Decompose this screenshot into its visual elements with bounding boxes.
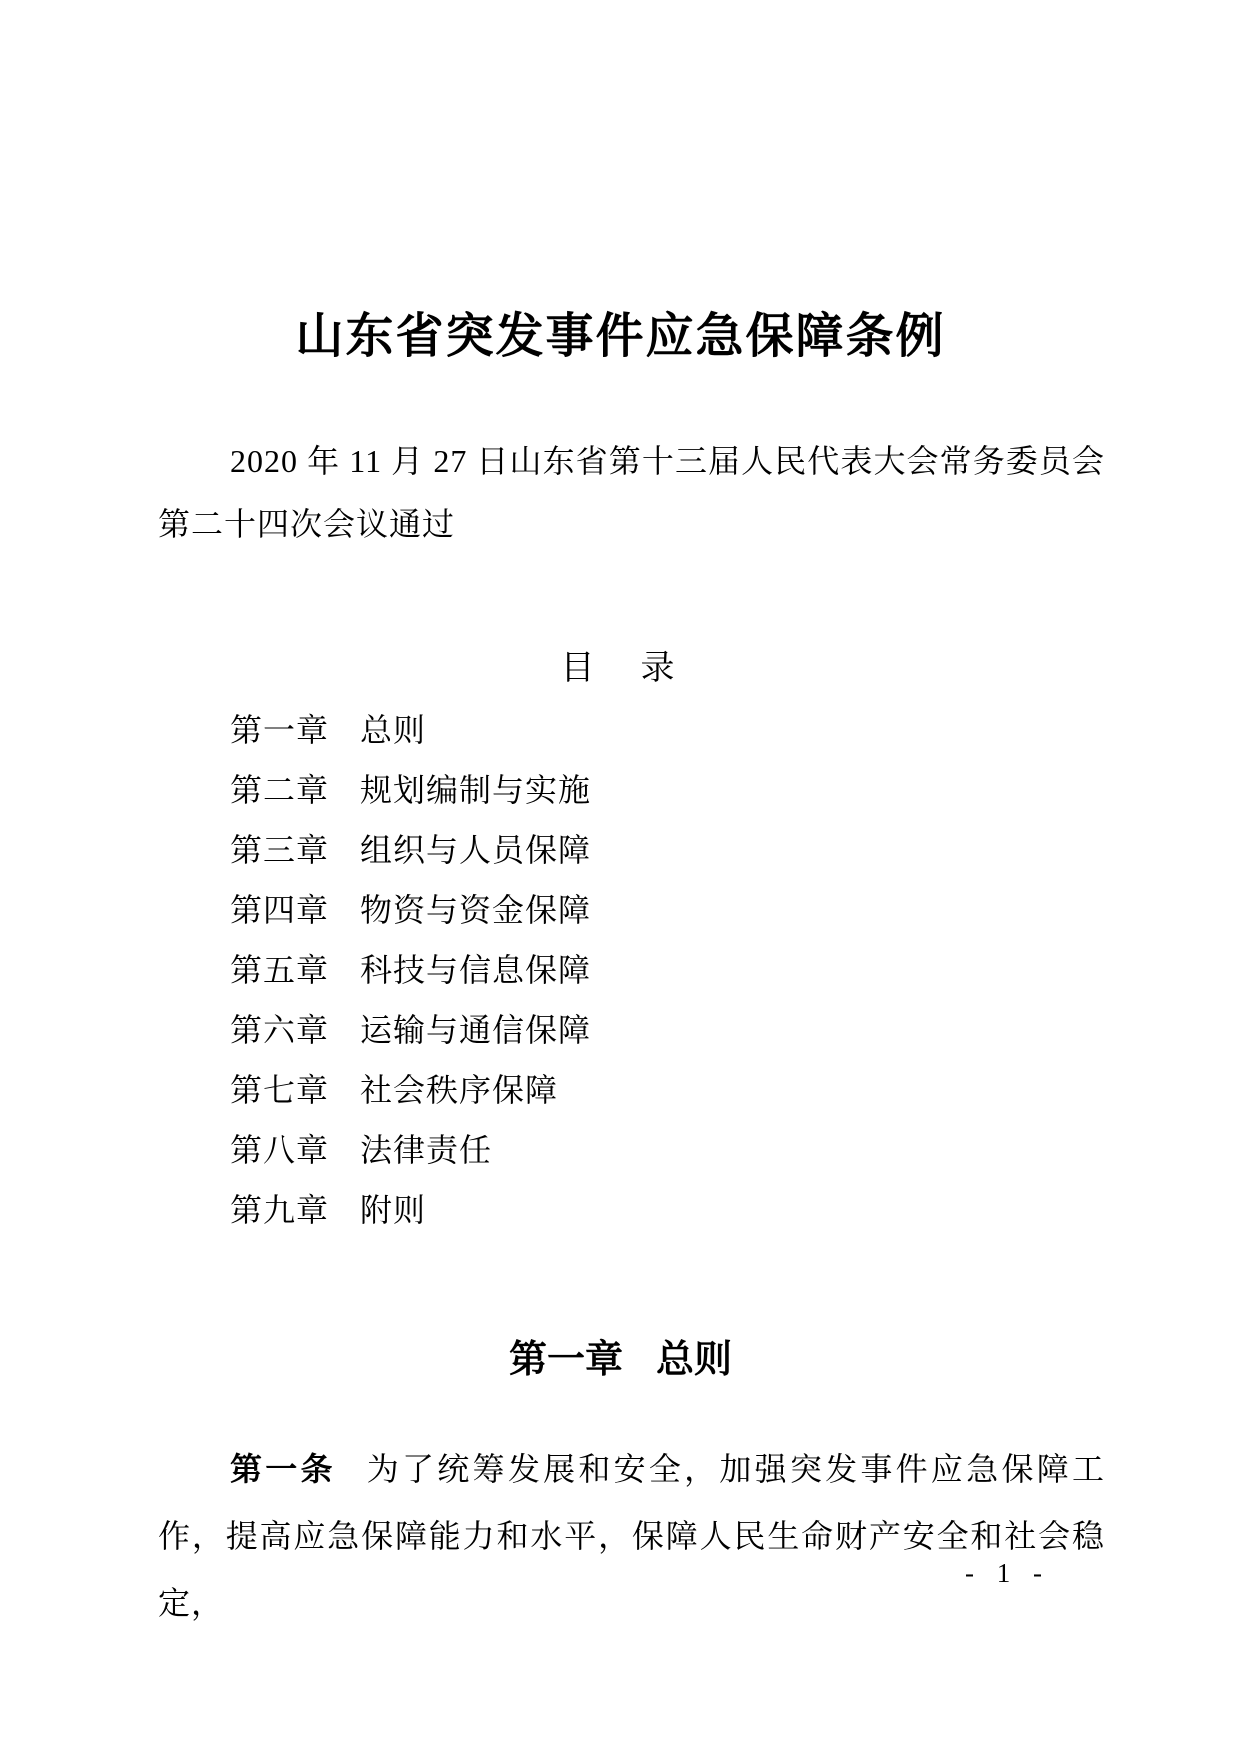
page-number: - 1 -	[965, 1558, 1050, 1588]
toc-chapter-title: 社会秩序保障	[360, 1072, 559, 1108]
toc-item	[230, 1178, 591, 1238]
toc-chapter-label: 第九章	[230, 1192, 330, 1228]
toc-chapter-label: 第七章	[230, 1072, 330, 1108]
toc-item	[230, 1058, 591, 1118]
toc-chapter-label: 第三章	[230, 832, 330, 868]
toc-chapter-title: 总则	[360, 712, 427, 748]
section-heading	[0, 1334, 1241, 1386]
article-paragraph	[158, 1436, 1105, 1637]
toc-chapter-title: 运输与通信保障	[360, 1012, 592, 1048]
toc-item	[230, 998, 591, 1058]
adoption-preamble: 2020 年 11 月 27 日山东省第十三届人民代表大会常务委员会第二十四次会议通过	[158, 443, 1105, 542]
toc-chapter-label: 第五章	[230, 952, 330, 988]
toc-chapter-title: 附则	[360, 1192, 427, 1228]
toc-chapter-title: 规划编制与实施	[360, 772, 592, 808]
toc-chapter-title: 科技与信息保障	[360, 952, 592, 988]
article-text: 为了统筹发展和安全，加强突发事件应急保障工作，提高应急保障能力和水平，保障人民生命财产安全和社会稳定，	[158, 1451, 1105, 1621]
toc-chapter-label: 第八章	[230, 1132, 330, 1168]
toc-item	[230, 1118, 591, 1178]
toc-chapter-title: 物资与资金保障	[360, 892, 592, 928]
toc-chapter-label: 第二章	[230, 772, 330, 808]
toc-heading: 目 录	[560, 650, 681, 687]
toc-chapter-label: 第六章	[230, 1012, 330, 1048]
toc-item	[230, 698, 591, 758]
toc-item	[230, 878, 591, 938]
toc-item	[230, 938, 591, 998]
toc-list	[230, 698, 591, 1238]
toc-chapter-title: 法律责任	[360, 1132, 493, 1168]
article-label: 第一条	[230, 1451, 336, 1487]
toc-item	[230, 758, 591, 818]
section-number: 第一章	[508, 1338, 623, 1381]
toc-chapter-title: 组织与人员保障	[360, 832, 592, 868]
toc-item	[230, 818, 591, 878]
toc-chapter-label: 第一章	[230, 712, 330, 748]
document-title: 山东省突发事件应急保障条例	[295, 310, 946, 364]
toc-chapter-label: 第四章	[230, 892, 330, 928]
section-name: 总则	[656, 1338, 733, 1381]
